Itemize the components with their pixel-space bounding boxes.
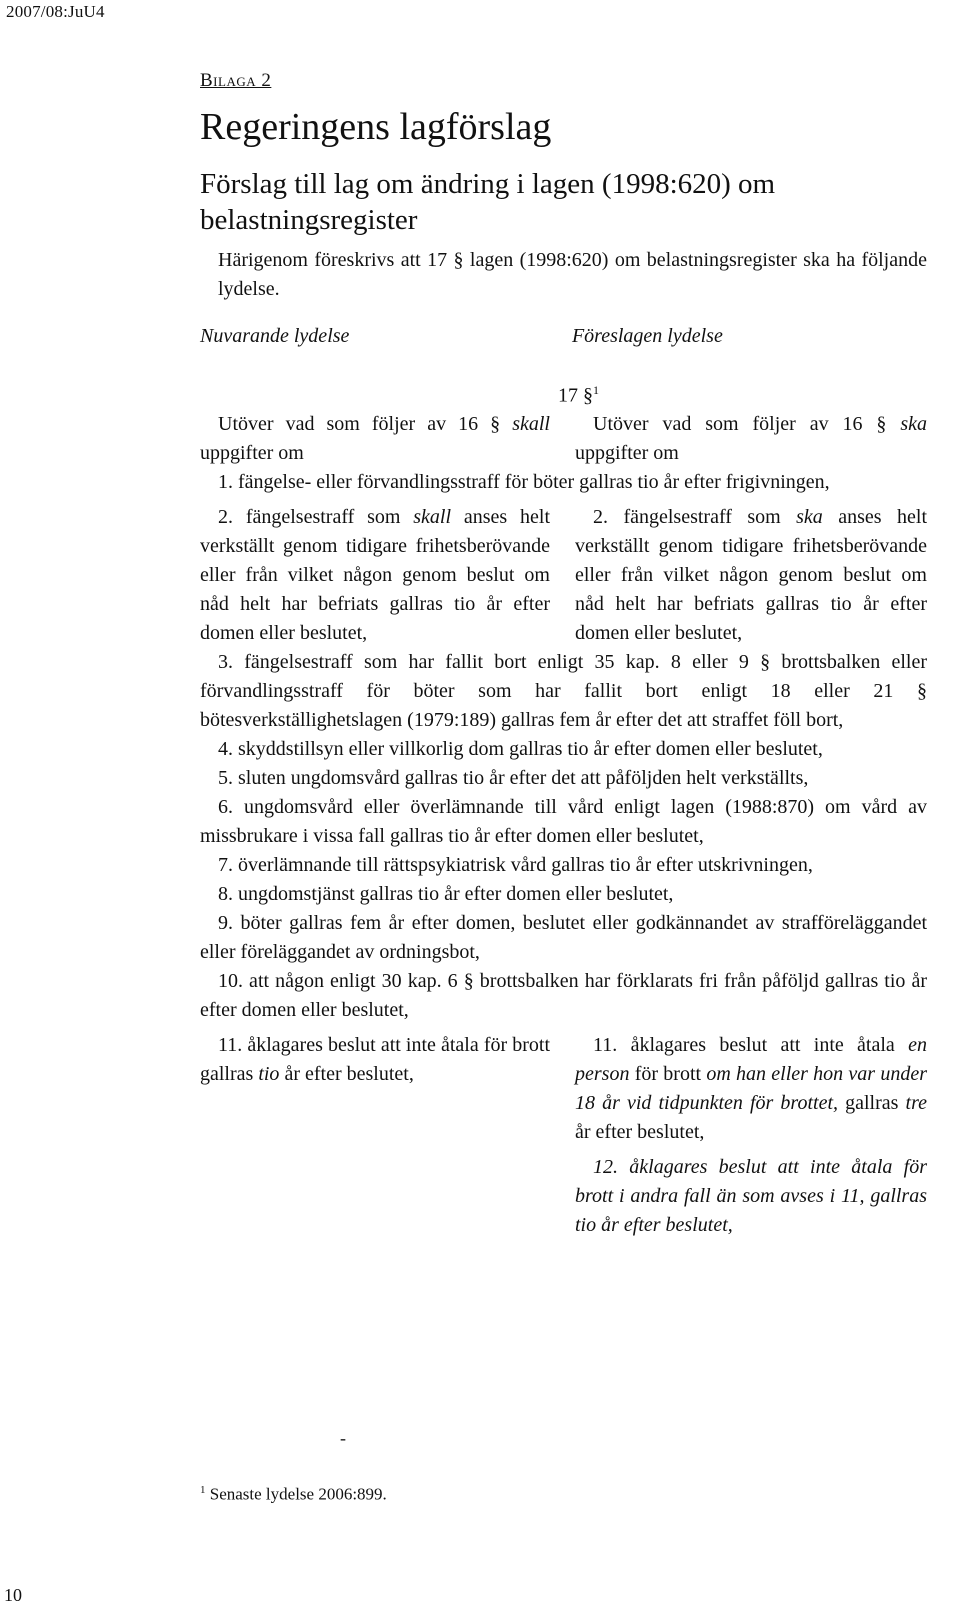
item-10: 10. att någon enligt 30 kap. 6 § brottsbalken har förklarats fri från påföljd gallras tio år efter domen eller beslutet, (200, 969, 927, 1021)
opening-proposed: Utöver vad som följer av 16 § ska uppgifter om (575, 412, 927, 464)
footnote-text: Senaste lydelse 2006:899. (209, 1484, 387, 1504)
item-11-proposed: 11. åklagares beslut att inte åtala en person för brott om han eller hon var under 18 år vid tidpunkten för brottet, gallras tre år efter beslutet, 12. åklagares beslut att inte åtala för brott i andra fall än som avses i 11, gallras tio år efter beslutet, (575, 1031, 927, 1240)
item-1: 1. fängelse- eller förvandlingsstraff för böter gallras tio år efter frigivningen, (218, 470, 830, 493)
item-8: 8. ungdomstjänst gallras tio år efter domen eller beslutet, (218, 882, 674, 905)
document-body (200, 70, 927, 1240)
footnote-mark: 1 (200, 1484, 206, 1496)
item-4: 4. skyddstillsyn eller villkorlig dom gallras tio år efter domen eller beslutet, (218, 737, 823, 760)
column-headings (200, 322, 927, 350)
section-number (200, 376, 927, 410)
stray-mark: - (340, 1428, 346, 1448)
proposed-wording-heading: Föreslagen lydelse (571, 325, 723, 347)
item-12-proposed: 12. åklagares beslut att inte åtala för brott i andra fall än som avses i 11, gallras tio år efter beslutet, (575, 1155, 927, 1236)
footnote (200, 1484, 387, 1505)
page-title: Regeringens lagförslag (200, 106, 552, 148)
running-head: 2007/08:JuU4 (6, 2, 105, 21)
item-5: 5. sluten ungdomsvård gallras tio år efter det att påföljden helt verkställts, (218, 766, 809, 789)
appendix-label: Bilaga 2 (200, 70, 272, 91)
intro-paragraph: Härigenom föreskrivs att 17 § lagen (1998:620) om belastningsregister ska ha följande lydelse. (218, 249, 927, 300)
item-6: 6. ungdomsvård eller överlämnande till vård enligt lagen (1988:870) om vård av missbrukare i vissa fall gallras tio år efter domen eller beslutet, (200, 795, 927, 847)
opening-comparison (200, 410, 927, 468)
item-3: 3. fängelsestraff som har fallit bort enligt 35 kap. 8 eller 9 § brottsbalken eller förvandlingsstraff för böter som har fallit bort enligt 18 eller 21 § bötesverkställighetslagen (1979:189) gallras fem år efter det att straffet föll bort, (200, 650, 927, 731)
item-2-comparison (200, 503, 927, 648)
item-7: 7. överlämnande till rättspsykiatrisk vård gallras tio år efter utskrivningen, (218, 853, 813, 876)
opening-current: Utöver vad som följer av 16 § skall uppgifter om (200, 412, 550, 464)
item-11-current: 11. åklagares beslut att inte åtala för brott gallras tio år efter beslutet, (200, 1033, 550, 1085)
item-2-current: 2. fängelsestraff som skall anses helt verkställt genom tidigare frihetsberövande eller från vilket någon genom beslut om nåd helt har befriats gallras tio år efter domen eller beslutet, (200, 505, 550, 644)
item-2-proposed: 2. fängelsestraff som ska anses helt verkställt genom tidigare frihetsberövande eller från vilket någon genom beslut om nåd helt har befriats gallras tio år efter domen eller beslutet, (575, 505, 928, 644)
footnote-reference: 1 (593, 383, 599, 397)
page-number: 10 (4, 1585, 22, 1605)
proposal-title: Förslag till lag om ändring i lagen (1998:620) om belastningsregister (200, 168, 776, 236)
item-9: 9. böter gallras fem år efter domen, beslutet eller godkännandet av strafföreläggandet eller föreläggandet av ordningsbot, (200, 911, 927, 963)
section-label: 17 § (558, 384, 593, 407)
item-11-comparison (200, 1031, 927, 1240)
current-wording-heading: Nuvarande lydelse (200, 325, 350, 347)
